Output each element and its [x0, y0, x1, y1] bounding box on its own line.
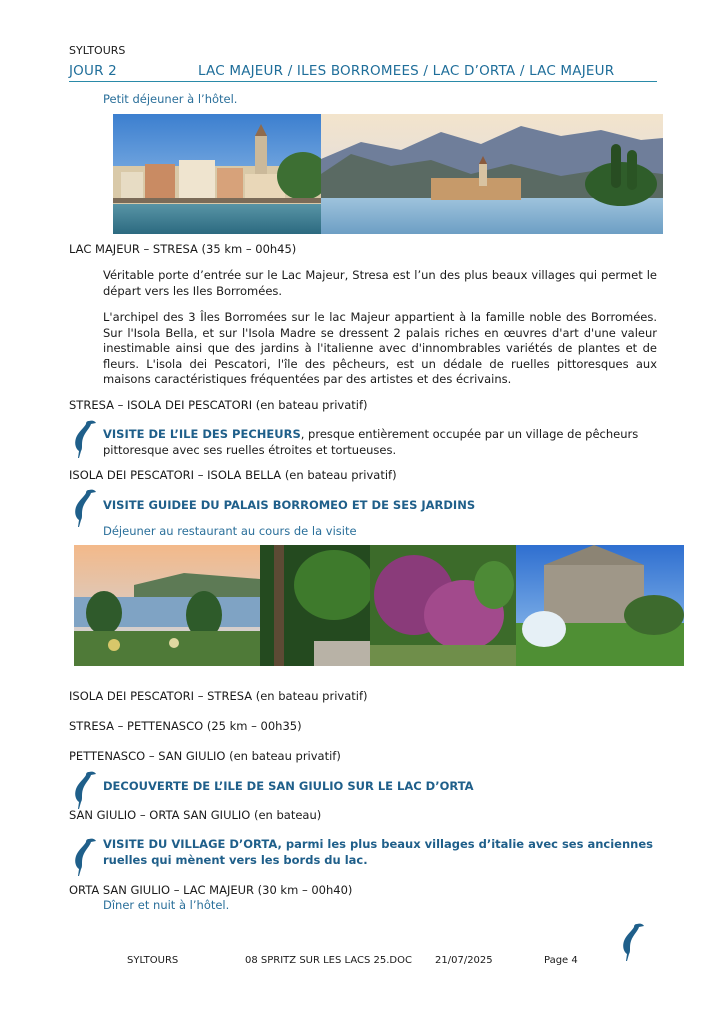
heron-icon	[68, 418, 98, 458]
visit-san-giulio	[103, 779, 659, 795]
photo-strip-gardens	[74, 545, 684, 666]
day-label: JOUR 2	[69, 63, 117, 79]
route-title: LAC MAJEUR / ILES BORROMEES / LAC D’ORTA / LAC MAJEUR	[198, 63, 615, 79]
header-company: SYLTOURS	[69, 44, 126, 57]
visit-ile-pecheurs-desc: , presque entièrement occupée par un village de pêcheurs pittoresque avec ses ruelles étroites et tortueuses.	[103, 427, 639, 457]
leg-pettenasco-san-giulio: PETTENASCO – SAN GIULIO (en bateau privatif)	[69, 749, 341, 763]
heron-icon	[68, 487, 98, 527]
footer-company: SYLTOURS	[127, 955, 179, 966]
heron-icon	[68, 836, 98, 876]
paragraph-archipel: L'archipel des 3 Îles Borromées sur le lac Majeur appartient à la famille noble des Borromées. Sur l'Isola Bella, et sur l'Isola Madre se dressent 2 palais riches en œuvres d'art d'une valeur inestimable ainsi que des jardins à l'italienne avec d'innombrables variétés de plantes et de fleurs. L'isola dei Pescatori, l'île des pêcheurs, est un dédale de ruelles pittoresques aux maisons caractéristiques fréquentées par des artistes et des écrivains.	[103, 310, 657, 386]
visit-village-orta	[103, 837, 659, 868]
visit-palais-borromeo	[103, 498, 659, 514]
footer-document: 08 SPRITZ SUR LES LACS 25.DOC	[245, 955, 412, 966]
visit-ile-pecheurs	[103, 427, 659, 458]
photo-lake-mountains	[321, 114, 663, 234]
photo-isola-pescatori	[113, 114, 321, 234]
lunch-text: Déjeuner au restaurant au cours de la visite	[103, 524, 357, 538]
visit-ile-pecheurs-title: VISITE DE L’ILE DES PECHEURS	[103, 427, 301, 441]
leg-stresa-pescatori: STRESA – ISOLA DEI PESCATORI (en bateau privatif)	[69, 398, 368, 412]
paragraph-stresa: Véritable porte d’entrée sur le Lac Majeur, Stresa est l’un des plus beaux villages qui permet le départ vers les Iles Borromées.	[103, 268, 657, 298]
heron-icon	[68, 769, 98, 809]
visit-village-orta-desc: , parmi les plus beaux villages d’italie avec ses anciennes ruelles qui mènent vers les bords du lac.	[103, 837, 653, 867]
visit-palais-borromeo-title: VISITE GUIDEE DU PALAIS BORROMEO ET DE SES JARDINS	[103, 498, 476, 512]
leg-san-giulio-orta: SAN GIULIO – ORTA SAN GIULIO (en bateau)	[69, 808, 322, 822]
leg-stresa-pettenasco: STRESA – PETTENASCO (25 km – 00h35)	[69, 719, 302, 733]
leg-orta-lac-majeur: ORTA SAN GIULIO – LAC MAJEUR (30 km – 00h40)	[69, 883, 353, 897]
dinner-text: Dîner et nuit à l’hôtel.	[103, 898, 230, 912]
footer-page: Page 4	[544, 955, 578, 966]
leg-pescatori-bella: ISOLA DEI PESCATORI – ISOLA BELLA (en bateau privatif)	[69, 468, 397, 482]
heron-icon	[616, 920, 646, 962]
visit-san-giulio-title: DECOUVERTE DE L’ILE DE SAN GIULIO SUR LE LAC D’ORTA	[103, 779, 474, 793]
leg-lac-majeur-stresa: LAC MAJEUR – STRESA (35 km – 00h45)	[69, 242, 297, 256]
visit-village-orta-title: VISITE DU VILLAGE D’ORTA	[103, 837, 278, 851]
header-day-row	[69, 61, 657, 82]
leg-pescatori-stresa: ISOLA DEI PESCATORI – STRESA (en bateau privatif)	[69, 689, 368, 703]
breakfast-text: Petit déjeuner à l’hôtel.	[103, 92, 238, 106]
footer-date: 21/07/2025	[435, 955, 493, 966]
